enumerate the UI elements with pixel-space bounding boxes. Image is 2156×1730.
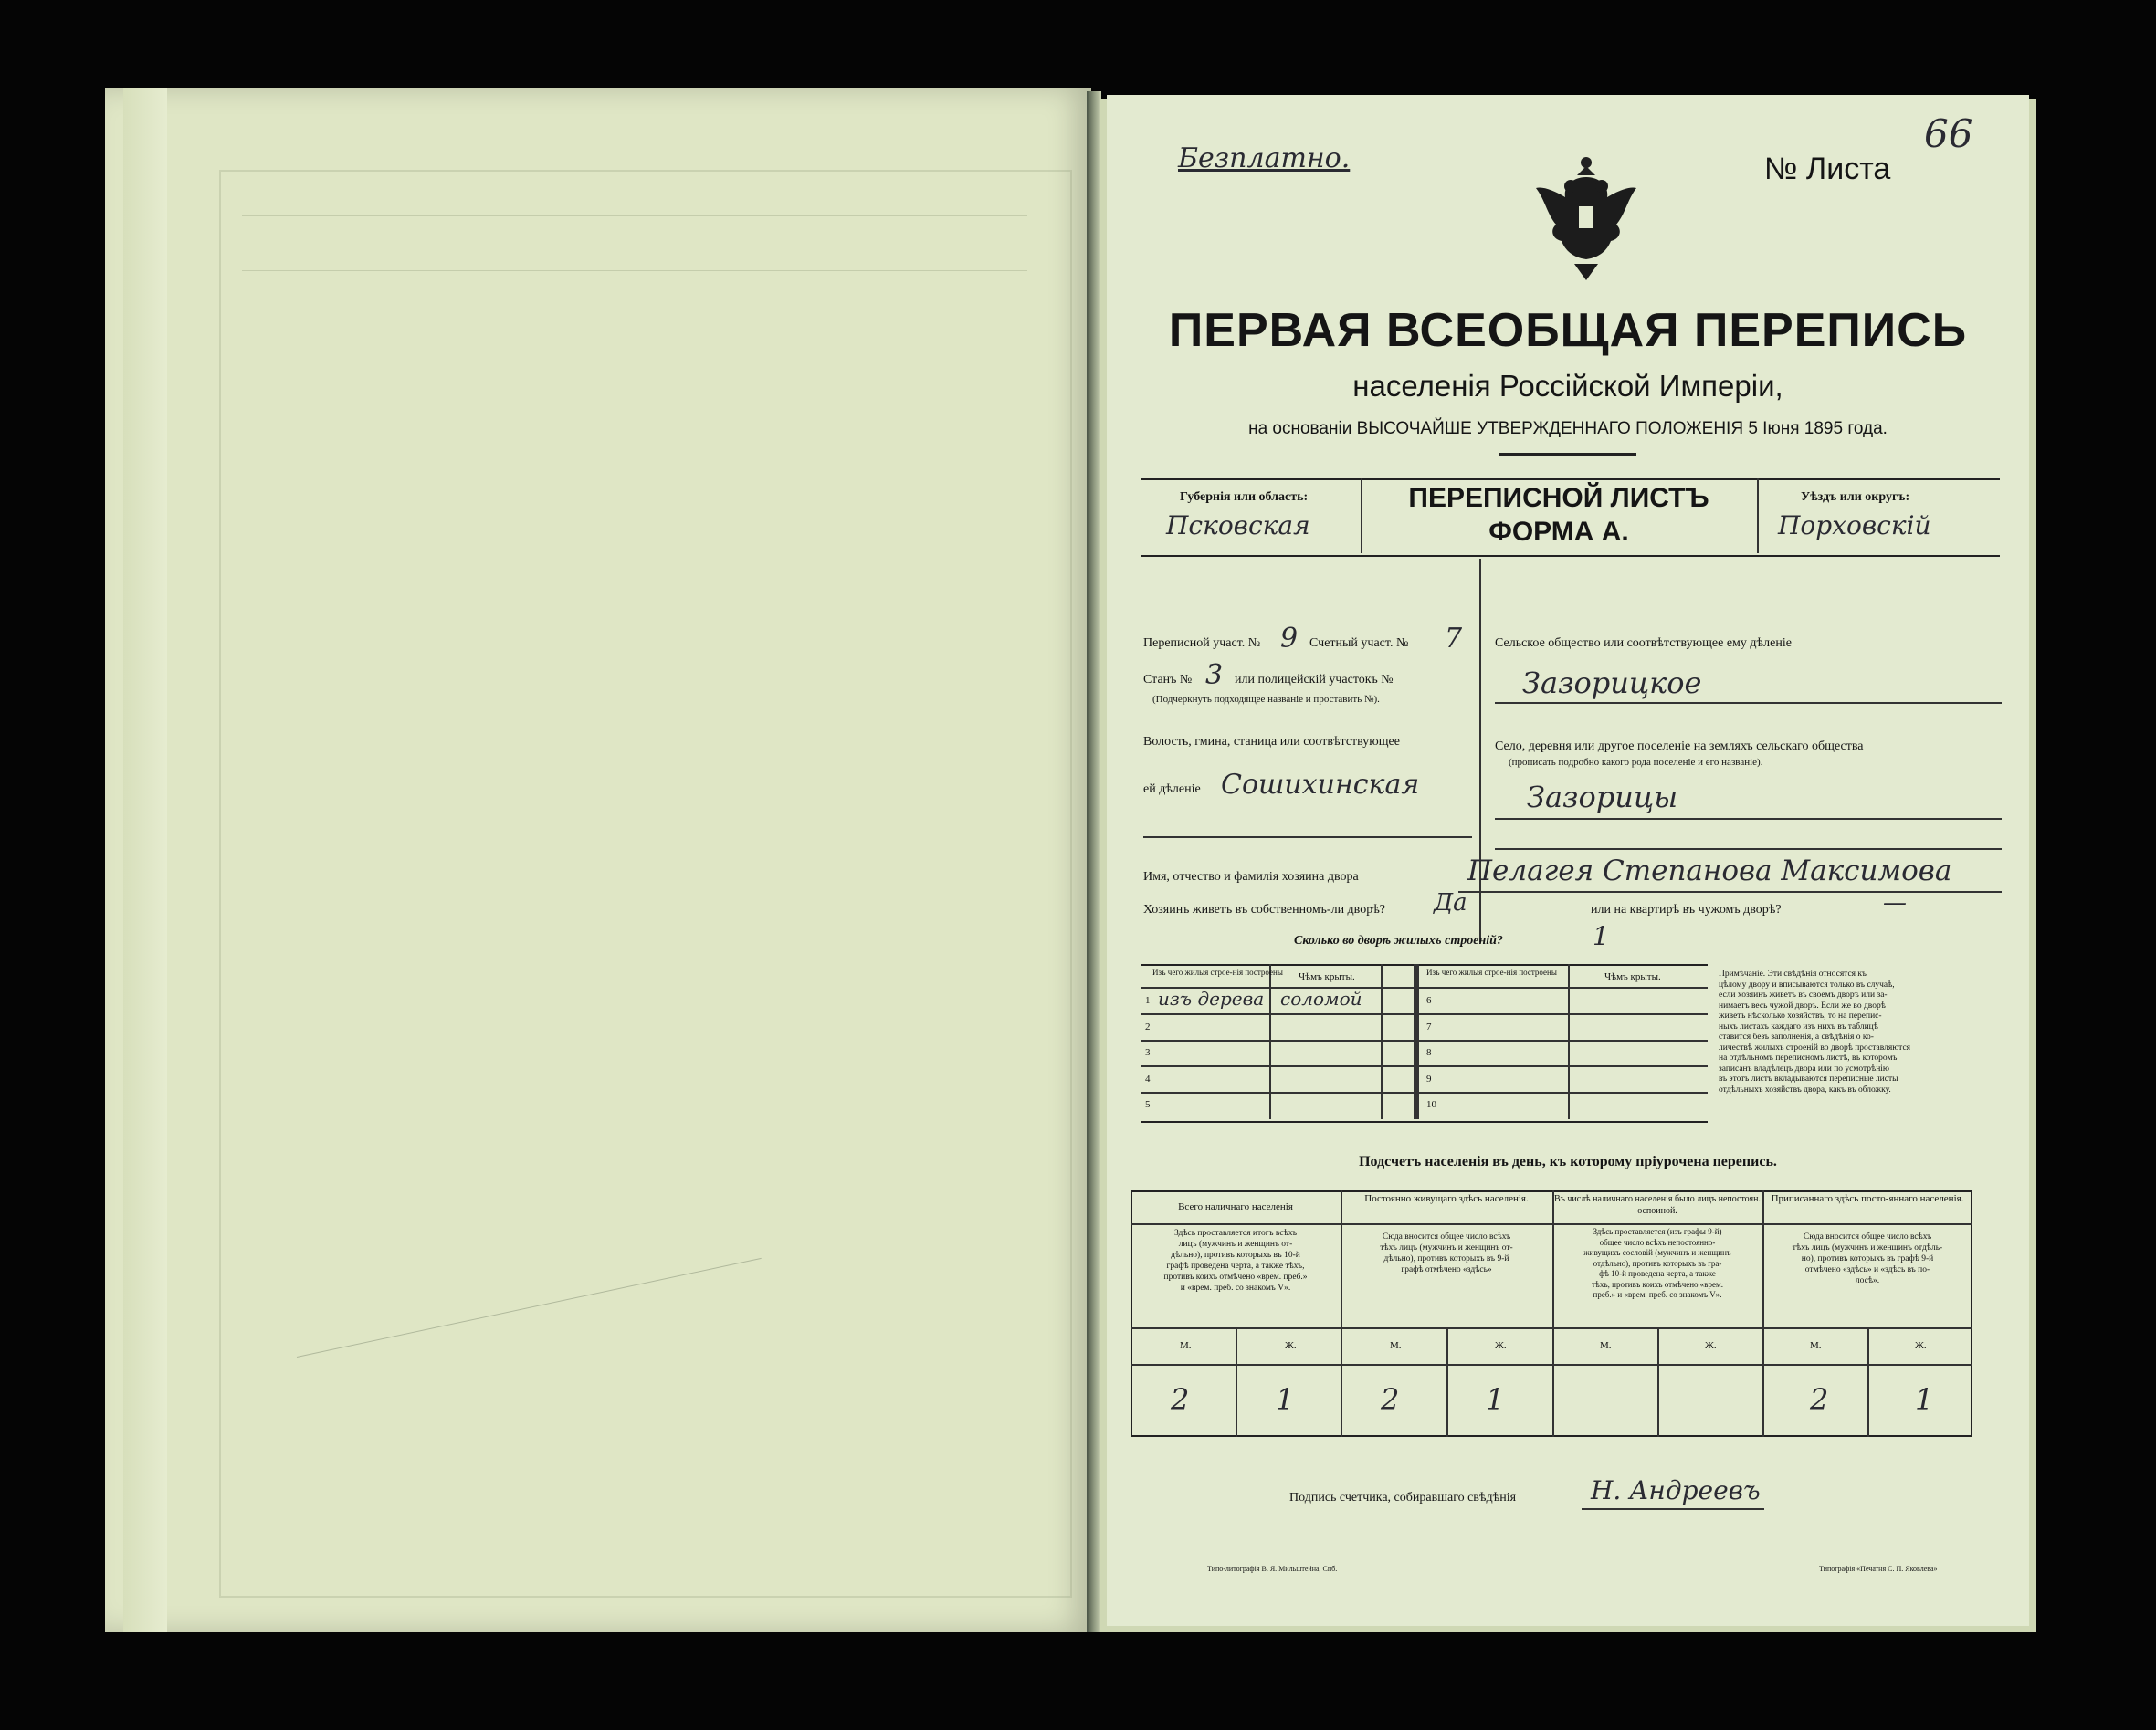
bleed-through-line (242, 215, 1027, 216)
left-page (105, 88, 1091, 1632)
pop-col-head: Приписаннаго здѣсь посто-яннаго населенія. (1771, 1193, 1964, 1204)
volost-label: Волость, гмина, станица или соотвѣтствующее (1143, 735, 1400, 749)
stan-label: Станъ № (1143, 673, 1193, 687)
pop-col-desc: Здѣсь проставляется итогъ всѣхъ лицъ (мужчинъ и женщинъ от- дѣльно), противъ которыхъ въ 10-й графѣ проведена черта, а также тѣхъ, противъ коихъ отмѣчено «врем. преб.» и «врем. преб. со знакомъ V». (1163, 1229, 1308, 1293)
female-label: Ж. (1705, 1340, 1717, 1351)
uchastok-label: Переписной участ. № (1143, 636, 1261, 650)
bleed-through-frame (219, 170, 1072, 1598)
population-title: Подсчетъ населенія въ день, къ которому пріурочена перепись. (1359, 1154, 1777, 1169)
society-label: Сельское общество или соотвѣтствующее ему дѣленіе (1495, 636, 1792, 650)
buildings-note: Примѣчаніе. Эти свѣдѣнія относятся къ цѣлому двору и вписываются только въ случаѣ, если хозяинъ живетъ въ своемъ дворѣ или за- нимаетъ весь чужой дворъ. Если же во дворѣ живетъ нѣсколько хозяйствъ, то на перепис- ныхъ листахъ каждаго изъ нихъ въ таблицѣ ставится безъ заполненія, а свѣдѣнія о ко- личествѣ жилыхъ строеній во дворѣ проставляются на отдѣльномъ переписномъ листѣ, въ которомъ записанъ владѣлецъ двора или по усмотрѣнію въ этотъ листъ вкладываются переписные листы отдѣльныхъ хозяйствъ двора, какъ въ обложку. (1719, 970, 1911, 1095)
pop-registered-m: 2 (1810, 1382, 1829, 1417)
row-number: 2 (1145, 1022, 1151, 1033)
double-headed-eagle-icon (1518, 150, 1655, 287)
pop-col-head: Всего наличнаго населенія (1178, 1201, 1293, 1212)
gubernia-value: Псковская (1166, 510, 1310, 540)
col-roof-2: Чѣмъ крыты. (1604, 971, 1661, 982)
owner-rent-label: или на квартирѣ въ чужомъ дворѣ? (1591, 903, 1782, 917)
male-label: М. (1390, 1340, 1402, 1351)
row-number: 9 (1426, 1074, 1432, 1085)
buildings-count-value: 1 (1593, 921, 1609, 951)
pop-permanent-m: 2 (1381, 1382, 1400, 1417)
owner-name-label: Имя, отчество и фамилія хозяина двора (1143, 870, 1359, 884)
male-label: М. (1810, 1340, 1822, 1351)
owner-rent-value: — (1883, 889, 1907, 917)
ornament-divider (1499, 453, 1636, 456)
schetny-label: Счетный участ. № (1309, 636, 1409, 650)
village-note: (прописать подробно какого рода поселеніе и его названіе). (1509, 757, 1763, 768)
row-number: 5 (1145, 1099, 1151, 1110)
sheet-number-value: 66 (1924, 111, 1973, 156)
col-material: Изъ чего жилыя строе-нія построены (1152, 968, 1283, 977)
row-number: 4 (1145, 1074, 1151, 1085)
page-subtitle: населенія Россійской Имперіи, (1352, 369, 1783, 403)
owner-own-value: Да (1434, 889, 1467, 917)
owner-own-label: Хозяинъ живетъ въ собственномъ-ли дворѣ? (1143, 903, 1386, 917)
schetny-value: 7 (1445, 623, 1463, 655)
census-form-page (1107, 95, 2029, 1626)
pop-registered-zh: 1 (1915, 1382, 1934, 1417)
pop-col-desc: Здѣсь проставляется (изъ графы 9-й) общее число всѣхъ непостоянно- живущихъ сословій (мужчинъ и женщинъ отдѣльно), противъ которыхъ въ гра- фѣ 10-й проведена черта, а также тѣхъ, противъ коихъ отмѣчено «врем. преб.» и «врем. преб. со знакомъ V». (1583, 1227, 1731, 1299)
sheet-number-label: № Листа (1764, 152, 1891, 186)
row-number: 6 (1426, 995, 1432, 1006)
pop-col-desc: Сюда вносится общее число всѣхъ тѣхъ лицъ (мужчинъ и женщинъ от- дѣльно), противъ которыхъ въ 9-й графѣ отмѣчено «здѣсь» (1380, 1232, 1513, 1274)
pop-total-zh: 1 (1276, 1382, 1295, 1417)
form-name: ФОРМА А. (1488, 517, 1629, 547)
village-label: Село, деревня или другое поселеніе на земляхъ сельскаго общества (1495, 739, 1864, 753)
row-roof: соломой (1280, 988, 1362, 1010)
buildings-count-label: Сколько во дворѣ жилыхъ строеній? (1294, 934, 1503, 948)
bleed-through-line (242, 270, 1027, 271)
row-number: 1 (1145, 995, 1151, 1006)
pop-permanent-zh: 1 (1486, 1382, 1505, 1417)
male-label: М. (1600, 1340, 1612, 1351)
page-title: ПЕРВАЯ ВСЕОБЩАЯ ПЕРЕПИСЬ (1168, 304, 1968, 357)
owner-name-value: Пелагея Степанова Максимова (1467, 855, 1952, 887)
col-material-2: Изъ чего жилыя строе-нія построены (1426, 968, 1557, 977)
male-label: М. (1180, 1340, 1192, 1351)
pop-col-head: Въ числѣ наличнаго населенія было лицъ непостоян. оспоиной. (1554, 1194, 1761, 1216)
book-spine (1087, 91, 1101, 1632)
row-number: 7 (1426, 1022, 1432, 1033)
pop-total-m: 2 (1171, 1382, 1190, 1417)
village-value: Зазорицы (1527, 780, 1678, 814)
female-label: Ж. (1915, 1340, 1927, 1351)
society-value: Зазорицкое (1522, 666, 1702, 700)
printer-left: Типо-литографія В. Я. Мильштейна, Спб. (1207, 1565, 1338, 1573)
female-label: Ж. (1285, 1340, 1297, 1351)
row-number: 8 (1426, 1047, 1432, 1058)
row-number: 10 (1426, 1099, 1436, 1110)
volost-label-2: ей дѣленіе (1143, 782, 1201, 796)
uezd-label: Уѣздъ или округъ: (1801, 490, 1910, 504)
female-label: Ж. (1495, 1340, 1507, 1351)
stan-value: 3 (1205, 659, 1224, 691)
uezd-value: Порховскій (1778, 510, 1931, 540)
col-roof: Чѣмъ крыты. (1299, 971, 1355, 982)
free-label: Безплатно. (1178, 142, 1351, 174)
row-number: 3 (1145, 1047, 1151, 1058)
pop-col-head: Постоянно живущаго здѣсь населенія. (1364, 1193, 1529, 1204)
printer-right: Типографія «Печатня С. П. Яковлева» (1819, 1565, 1938, 1573)
left-page-edge (123, 88, 167, 1632)
signature-value: Н. Андреевъ (1591, 1475, 1761, 1505)
signature-label: Подпись счетчика, собиравшаго свѣдѣнія (1289, 1491, 1517, 1505)
legal-basis: на основаніи ВЫСОЧАЙШЕ УТВЕРЖДЕННАГО ПОЛОЖЕНІЯ 5 Іюня 1895 года. (1248, 419, 1888, 438)
stan-note: (Подчеркнуть подходящее названіе и проставить №). (1152, 694, 1380, 705)
pop-col-desc: Сюда вносится общее число всѣхъ тѣхъ лицъ (мужчинъ и женщинъ отдѣль- но), противъ которыхъ въ графѣ 9-й отмѣчено «здѣсь» и «здѣсь въ по- лосѣ». (1792, 1232, 1943, 1285)
row-material: изъ дерева (1158, 988, 1265, 1010)
stan-rest: или полицейскій участокъ № (1235, 673, 1394, 687)
gubernia-label: Губернія или область: (1180, 490, 1309, 504)
volost-value: Сошихинская (1221, 769, 1420, 801)
uchastok-value: 9 (1280, 623, 1299, 655)
form-title: ПЕРЕПИСНОЙ ЛИСТЪ (1408, 483, 1709, 513)
